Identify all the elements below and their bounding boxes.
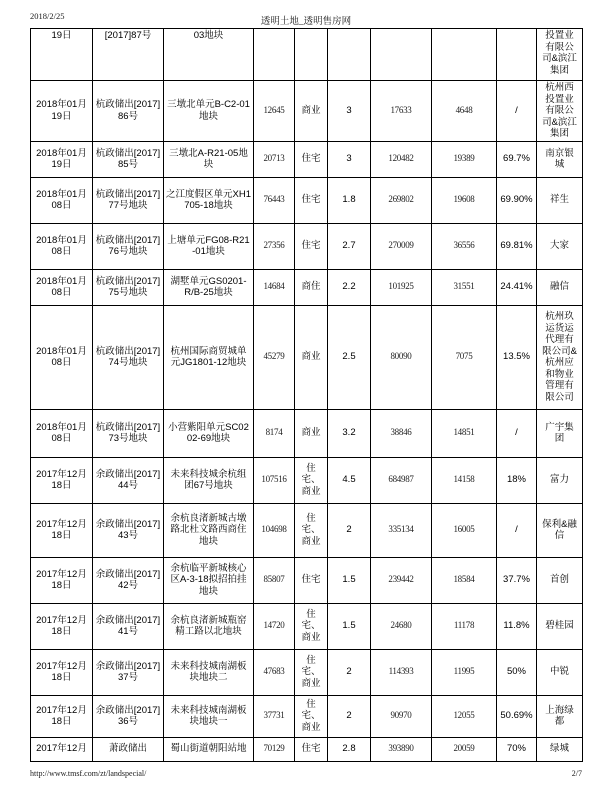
cell-area: 14684: [254, 269, 295, 305]
cell-premium: /: [497, 409, 537, 457]
cell-buyer: 融信: [537, 269, 583, 305]
table-row: [31, 269, 583, 305]
cell-unit_price: 31551: [432, 269, 497, 305]
cell-ratio: 1.8: [328, 177, 371, 223]
table-row: [31, 457, 583, 503]
cell-built_area: 269802: [371, 177, 432, 223]
table-row: [31, 409, 583, 457]
cell-premium: 69.90%: [497, 177, 537, 223]
cell-unit_price: 20059: [432, 737, 497, 761]
table-row: [31, 695, 583, 737]
cell-area: 47683: [254, 649, 295, 695]
print-date: 2018/2/25: [30, 11, 65, 21]
table-row: [31, 305, 583, 409]
cell-ratio: 2: [328, 695, 371, 737]
cell-plot: 未来科技城余杭组团67号地块: [164, 457, 254, 503]
cell-premium: 50%: [497, 649, 537, 695]
cell-premium: 11.8%: [497, 603, 537, 649]
cell-notice: 余政储出[2017]37号: [93, 649, 164, 695]
cell-built_area: 80090: [371, 305, 432, 409]
cell-built_area: 90970: [371, 695, 432, 737]
footer-page-number: 2/7: [571, 769, 582, 778]
cell-type: [295, 29, 328, 81]
cell-notice: 余政储出[2017]36号: [93, 695, 164, 737]
cell-notice: 杭政储出[2017]75号地块: [93, 269, 164, 305]
cell-plot: 03地块: [164, 29, 254, 81]
cell-buyer: 投置业有限公司&滨江集团: [537, 29, 583, 81]
cell-date: 2017年12月: [31, 737, 93, 761]
cell-date: 2018年01月08日: [31, 409, 93, 457]
cell-unit_price: 36556: [432, 223, 497, 269]
cell-buyer: 杭州西投置业有限公司&滨江集团: [537, 81, 583, 142]
cell-area: 37731: [254, 695, 295, 737]
cell-type: 住宅: [295, 223, 328, 269]
cell-notice: 余政储出[2017]41号: [93, 603, 164, 649]
cell-date: 19日: [31, 29, 93, 81]
cell-date: 2017年12月18日: [31, 649, 93, 695]
cell-date: 2017年12月18日: [31, 457, 93, 503]
cell-area: 104698: [254, 503, 295, 557]
cell-buyer: 广宇集团: [537, 409, 583, 457]
cell-type: 住宅、商业: [295, 603, 328, 649]
cell-ratio: 3.2: [328, 409, 371, 457]
cell-unit_price: 19389: [432, 141, 497, 177]
cell-plot: 杭州国际商贸城单元JG1801-12地块: [164, 305, 254, 409]
cell-premium: /: [497, 81, 537, 142]
table-row: [31, 603, 583, 649]
cell-premium: 24.41%: [497, 269, 537, 305]
cell-built_area: 101925: [371, 269, 432, 305]
cell-area: 8174: [254, 409, 295, 457]
cell-unit_price: [432, 29, 497, 81]
cell-notice: 杭政储出[2017]76号地块: [93, 223, 164, 269]
cell-notice: 杭政储出[2017]74号地块: [93, 305, 164, 409]
cell-type: 商业: [295, 305, 328, 409]
cell-buyer: 祥生: [537, 177, 583, 223]
cell-premium: 69.81%: [497, 223, 537, 269]
table-row: [31, 223, 583, 269]
cell-notice: 萧政储出: [93, 737, 164, 761]
cell-notice: 杭政储出[2017]77号地块: [93, 177, 164, 223]
cell-premium: 70%: [497, 737, 537, 761]
cell-unit_price: 16005: [432, 503, 497, 557]
cell-date: 2018年01月08日: [31, 305, 93, 409]
table-row: [31, 29, 583, 81]
cell-area: 107516: [254, 457, 295, 503]
cell-unit_price: 11995: [432, 649, 497, 695]
document-title: 透明土地_透明售房网: [260, 17, 352, 27]
cell-date: 2018年01月19日: [31, 141, 93, 177]
cell-unit_price: 14851: [432, 409, 497, 457]
cell-area: 85807: [254, 557, 295, 603]
cell-plot: 湖墅单元GS0201-R/B-25地块: [164, 269, 254, 305]
cell-notice: 余政储出[2017]42号: [93, 557, 164, 603]
cell-ratio: 2: [328, 649, 371, 695]
cell-built_area: 393890: [371, 737, 432, 761]
cell-buyer: 碧桂园: [537, 603, 583, 649]
cell-area: 76443: [254, 177, 295, 223]
cell-ratio: 3: [328, 141, 371, 177]
cell-built_area: 270009: [371, 223, 432, 269]
cell-notice: 杭政储出[2017]73号地块: [93, 409, 164, 457]
cell-ratio: 2: [328, 503, 371, 557]
cell-notice: 杭政储出[2017]85号: [93, 141, 164, 177]
cell-built_area: 684987: [371, 457, 432, 503]
land-sales-table: [30, 28, 583, 762]
cell-ratio: 2.7: [328, 223, 371, 269]
cell-plot: 余杭临平新城核心区A-3-18拟招拍挂地块: [164, 557, 254, 603]
cell-plot: 三墩北单元B-C2-01地块: [164, 81, 254, 142]
footer-url: http://www.tmsf.com/zt/landspecial/: [30, 769, 147, 778]
table-row: [31, 649, 583, 695]
cell-unit_price: 7075: [432, 305, 497, 409]
table-row: [31, 141, 583, 177]
cell-unit_price: 19608: [432, 177, 497, 223]
cell-type: 住宅: [295, 141, 328, 177]
cell-buyer: 首创: [537, 557, 583, 603]
cell-buyer: 绿城: [537, 737, 583, 761]
table-row: [31, 737, 583, 761]
cell-premium: 50.69%: [497, 695, 537, 737]
cell-unit_price: 14158: [432, 457, 497, 503]
cell-premium: 69.7%: [497, 141, 537, 177]
cell-built_area: 120482: [371, 141, 432, 177]
cell-plot: 未来科技城南湖板块地块二: [164, 649, 254, 695]
cell-type: 住宅、商业: [295, 649, 328, 695]
cell-type: 住宅、商业: [295, 695, 328, 737]
land-table-body: [31, 29, 583, 762]
cell-date: 2018年01月08日: [31, 177, 93, 223]
land-sales-table-container: [30, 28, 583, 762]
cell-unit_price: 4648: [432, 81, 497, 142]
table-row: [31, 177, 583, 223]
cell-type: 住宅、商业: [295, 457, 328, 503]
cell-built_area: 239442: [371, 557, 432, 603]
cell-unit_price: 18584: [432, 557, 497, 603]
cell-ratio: 4.5: [328, 457, 371, 503]
cell-ratio: 1.5: [328, 557, 371, 603]
cell-premium: /: [497, 503, 537, 557]
cell-ratio: 2.2: [328, 269, 371, 305]
cell-unit_price: 12055: [432, 695, 497, 737]
cell-plot: 未来科技城南湖板块地块一: [164, 695, 254, 737]
cell-date: 2017年12月18日: [31, 603, 93, 649]
cell-date: 2018年01月19日: [31, 81, 93, 142]
cell-date: 2017年12月18日: [31, 503, 93, 557]
cell-buyer: 保利&融信: [537, 503, 583, 557]
cell-area: 14720: [254, 603, 295, 649]
cell-plot: 三墩北A-R21-05地块: [164, 141, 254, 177]
cell-type: 住宅: [295, 737, 328, 761]
cell-unit_price: 11178: [432, 603, 497, 649]
cell-built_area: 114393: [371, 649, 432, 695]
cell-date: 2018年01月08日: [31, 223, 93, 269]
cell-buyer: 上海绿都: [537, 695, 583, 737]
cell-area: 12645: [254, 81, 295, 142]
cell-notice: 杭政储出[2017]86号: [93, 81, 164, 142]
cell-area: [254, 29, 295, 81]
cell-plot: 小营紫阳单元SC0202-69地块: [164, 409, 254, 457]
cell-buyer: 杭州玖运货运代理有限公司&杭州应和物业管理有限公司: [537, 305, 583, 409]
cell-type: 住宅、商业: [295, 503, 328, 557]
cell-type: 商业: [295, 81, 328, 142]
cell-notice: 余政储出[2017]43号: [93, 503, 164, 557]
cell-date: 2017年12月18日: [31, 695, 93, 737]
cell-premium: 18%: [497, 457, 537, 503]
cell-ratio: 2.8: [328, 737, 371, 761]
cell-date: 2018年01月08日: [31, 269, 93, 305]
cell-ratio: 2.5: [328, 305, 371, 409]
cell-buyer: 富力: [537, 457, 583, 503]
cell-built_area: [371, 29, 432, 81]
page-header: [30, 9, 582, 27]
cell-plot: 余杭良渚新城瓶窑精工路以北地块: [164, 603, 254, 649]
cell-built_area: 38846: [371, 409, 432, 457]
cell-buyer: 中锐: [537, 649, 583, 695]
cell-plot: 上塘单元FG08-R21-01地块: [164, 223, 254, 269]
cell-premium: 13.5%: [497, 305, 537, 409]
cell-area: 27356: [254, 223, 295, 269]
cell-area: 45279: [254, 305, 295, 409]
cell-ratio: 1.5: [328, 603, 371, 649]
table-row: [31, 557, 583, 603]
page-footer: [30, 766, 582, 778]
cell-premium: 37.7%: [497, 557, 537, 603]
cell-type: 住宅: [295, 557, 328, 603]
cell-buyer: 大家: [537, 223, 583, 269]
cell-built_area: 335134: [371, 503, 432, 557]
cell-date: 2017年12月18日: [31, 557, 93, 603]
cell-plot: 余杭良渚新城古墩路北杜文路西商住地块: [164, 503, 254, 557]
cell-type: 商业: [295, 409, 328, 457]
cell-plot: 之江度假区单元XH1705-18地块: [164, 177, 254, 223]
cell-area: 70129: [254, 737, 295, 761]
table-row: [31, 81, 583, 142]
cell-ratio: 3: [328, 81, 371, 142]
cell-buyer: 南京银城: [537, 141, 583, 177]
cell-ratio: [328, 29, 371, 81]
cell-built_area: 24680: [371, 603, 432, 649]
cell-premium: [497, 29, 537, 81]
cell-plot: 蜀山街道朝阳站地: [164, 737, 254, 761]
cell-notice: [2017]87号: [93, 29, 164, 81]
table-row: [31, 503, 583, 557]
cell-notice: 余政储出[2017]44号: [93, 457, 164, 503]
cell-type: 住宅: [295, 177, 328, 223]
cell-built_area: 17633: [371, 81, 432, 142]
cell-area: 20713: [254, 141, 295, 177]
cell-type: 商住: [295, 269, 328, 305]
